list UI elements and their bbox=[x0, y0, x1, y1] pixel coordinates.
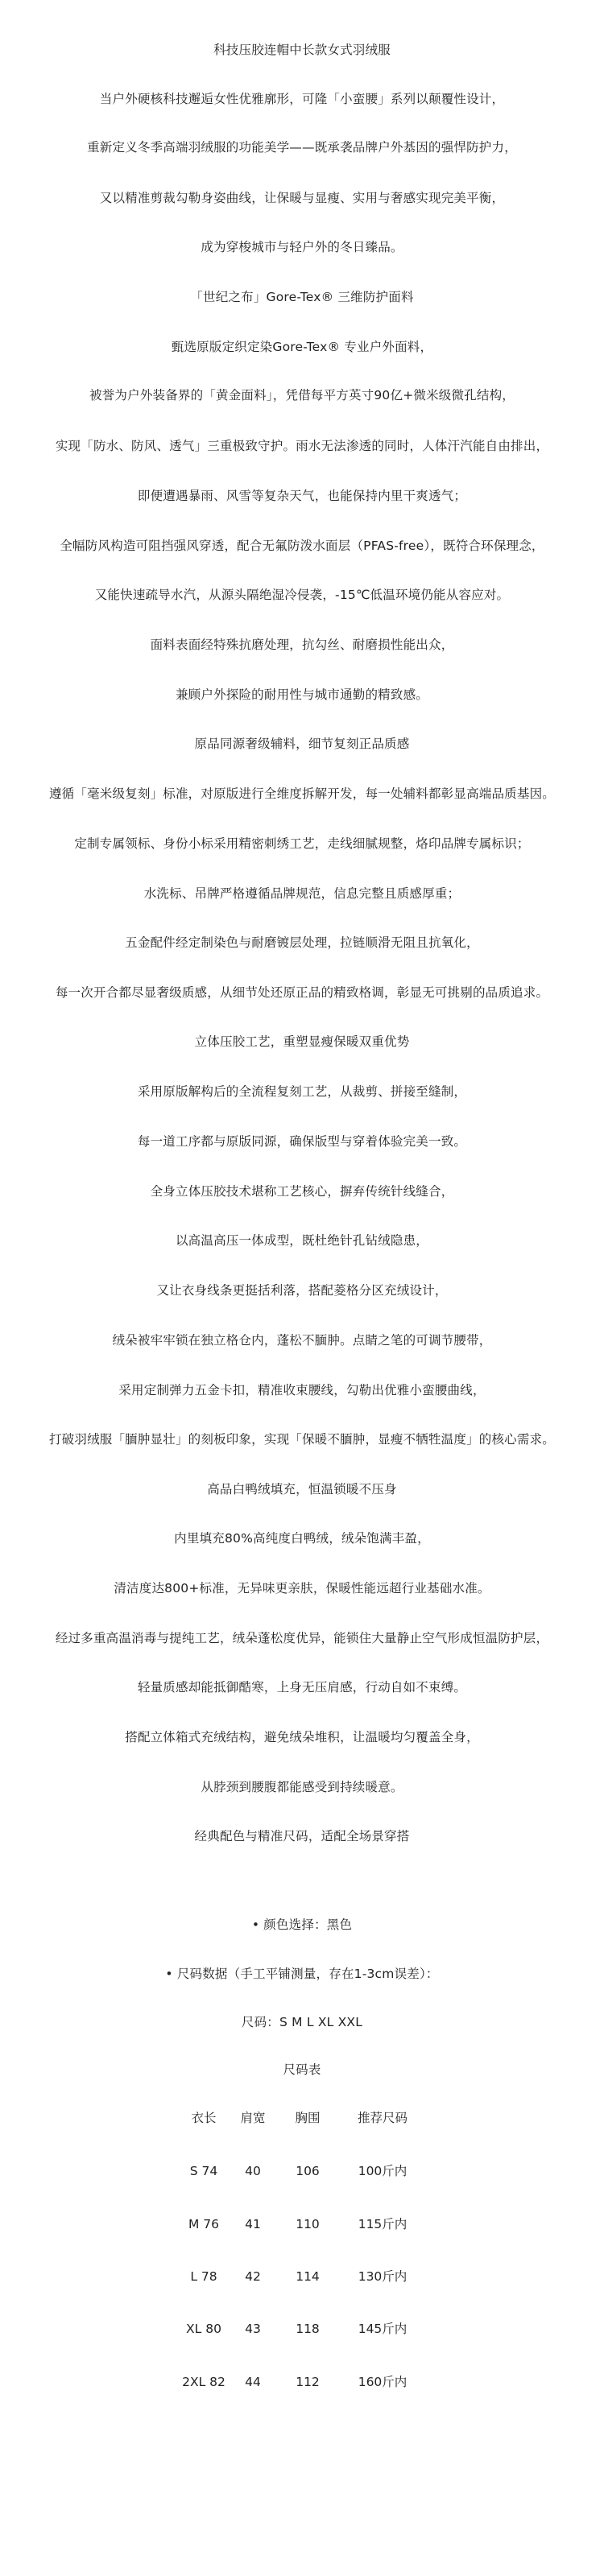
section-heading-down: 高品白鸭绒填充，恒温锁暖不压身 bbox=[207, 1482, 397, 1496]
down-line: 清洁度达800+标准，无异味更亲肤，保暖性能远超行业基础水准。 bbox=[114, 1581, 490, 1596]
header-length: 衣长 bbox=[191, 2111, 217, 2125]
section-heading-fabric: 「世纪之布」Gore-Tex® 三维防护面料 bbox=[190, 290, 414, 304]
size-length-cell: 2XL 82 bbox=[182, 2375, 225, 2389]
fabric-line: 即便遭遇暴雨、风雪等复杂天气，也能保持内里干爽透气； bbox=[137, 489, 467, 503]
craft-line: 打破羽绒服「腼肿显壮」的刻板印象，实现「保暖不腼肿，显瘦不牺牲温度」的核心需求。 bbox=[48, 1432, 555, 1447]
shoulder-cell: 42 bbox=[245, 2269, 261, 2284]
table-row bbox=[0, 2373, 604, 2391]
size-length-cell: XL 80 bbox=[186, 2322, 221, 2336]
fabric-line: 实现「防水、防风、透气」三重极致守护。雨水无法渗透的同时，人体汗汽能自由排出， bbox=[55, 439, 549, 453]
section-heading-craft: 立体压胶工艺，重塑显瘦保暖双重优势 bbox=[194, 1034, 410, 1049]
intro-line: 成为穿梭城市与轻户外的冬日臻品。 bbox=[201, 240, 403, 254]
accessories-line: 定制专属领标、身份小标采用精密刺绣工艺，走线细腻规整，烙印品牌专属标识； bbox=[74, 836, 530, 851]
chest-cell: 114 bbox=[296, 2269, 320, 2284]
craft-line: 绒朵被牢牢锁在独立格仓内，蓬松不腼肿。点睛之笔的可调节腰带， bbox=[112, 1333, 492, 1348]
fabric-line: 面料表面经特殊抗磨处理，抗勾丝、耐磨损性能出众， bbox=[150, 638, 454, 652]
fabric-line: 甄选原版定织定染Gore-Tex® 专业户外面料， bbox=[171, 340, 433, 354]
size-options: 尺码：S M L XL XXL bbox=[241, 2015, 363, 2029]
fabric-line: 兼顾户外探险的耐用性与城市通勤的精致感。 bbox=[175, 687, 428, 702]
down-line: 内里填充80%高纯度白鸭绒，绒朵饱满丰盈， bbox=[174, 1531, 430, 1546]
craft-line: 全身立体压胶技术堪称工艺核心，摒弃传统针线缝合， bbox=[150, 1184, 454, 1199]
size-length-cell: M 76 bbox=[188, 2217, 220, 2231]
table-row bbox=[0, 2268, 604, 2285]
recommended-cell: 130斤内 bbox=[358, 2269, 407, 2284]
chest-cell: 110 bbox=[296, 2217, 320, 2231]
craft-line: 每一道工序都与原版同源，确保版型与穿着体验完美一致。 bbox=[137, 1134, 467, 1149]
size-chart-title: 尺码表 bbox=[283, 2062, 321, 2077]
size-data-note: • 尺码数据（手工平铺测量，存在1-3cm误差）： bbox=[165, 1967, 439, 1981]
section-heading-accessories: 原品同源奢级辅料，细节复刻正品质感 bbox=[194, 737, 410, 751]
table-row bbox=[0, 2320, 604, 2338]
header-chest: 胸围 bbox=[295, 2111, 321, 2125]
intro-line: 当户外硬核科技邂逅女性优雅廓形，可隆「小蛮腰」系列以颠覆性设计， bbox=[99, 92, 505, 106]
size-length-cell: S 74 bbox=[189, 2164, 218, 2178]
shoulder-cell: 40 bbox=[245, 2164, 261, 2178]
shoulder-cell: 43 bbox=[245, 2322, 261, 2336]
intro-line: 重新定义冬季高端羽绒服的功能美学——既承袭品牌户外基因的强悍防护力， bbox=[87, 140, 517, 155]
craft-line: 采用定制弹力五金卡扣，精准收束腰线，勾勒出优雅小蛮腰曲线， bbox=[118, 1383, 486, 1397]
craft-line: 采用原版解构后的全流程复刻工艺，从裁剪、拼接至缝制， bbox=[137, 1084, 467, 1099]
craft-line: 以高温高压一体成型，既杜绝针孔钻绒隐患， bbox=[175, 1233, 428, 1248]
shoulder-cell: 44 bbox=[245, 2375, 261, 2389]
down-line: 从脖颈到腰腹都能感受到持续暖意。 bbox=[201, 1780, 403, 1794]
recommended-cell: 115斤内 bbox=[358, 2217, 407, 2231]
recommended-cell: 160斤内 bbox=[358, 2375, 407, 2389]
size-length-cell: L 78 bbox=[190, 2269, 217, 2284]
section-heading-sizing: 经典配色与精准尺码，适配全场景穿搭 bbox=[194, 1829, 410, 1843]
down-line: 轻量质感却能抵御酷寒，上身无压肩感，行动自如不束缚。 bbox=[137, 1680, 467, 1695]
header-recommended: 推荐尺码 bbox=[357, 2111, 407, 2125]
down-line: 搭配立体箱式充绒结构，避免绒朵堆积，让温暖均匀覆盖全身， bbox=[125, 1730, 479, 1744]
accessories-line: 五金配件经定制染色与耐磨镀层处理，拉链顺滑无阻且抗氧化， bbox=[125, 935, 479, 950]
size-table-header bbox=[0, 2109, 604, 2127]
shoulder-cell: 41 bbox=[245, 2217, 261, 2231]
fabric-line: 被誉为户外装备界的「黄金面料」，凭借每平方英寸90亿+微米级微孔结构， bbox=[89, 388, 515, 402]
craft-line: 又让衣身线条更挺括利落，搭配菱格分区充绒设计， bbox=[156, 1283, 448, 1298]
table-row bbox=[0, 2162, 604, 2180]
accessories-line: 遵循「毫米级复刻」标准，对原版进行全维度拆解开发，每一处辅料都彰显高端品质基因。 bbox=[48, 786, 555, 801]
header-shoulder: 肩宽 bbox=[240, 2111, 266, 2125]
color-option: • 颜色选择：黑色 bbox=[251, 1918, 353, 1932]
recommended-cell: 100斤内 bbox=[358, 2164, 407, 2178]
fabric-line: 全幅防风构造可阻挡强风穿透，配合无氟防泼水面层（PFAS-free），既符合环保理念， bbox=[60, 539, 544, 553]
accessories-line: 每一次开合都尽显奢级质感，从细节处还原正品的精致格调，彰显无可挑剔的品质追求。 bbox=[55, 985, 549, 1000]
accessories-line: 水洗标、吊牌严格遵循品牌规范，信息完整且质感厚重； bbox=[143, 886, 461, 901]
intro-line: 又以精准剪裁勾勒身姿曲线，让保暖与显瘦、实用与奢感实现完美平衡， bbox=[99, 191, 505, 205]
chest-cell: 118 bbox=[296, 2322, 320, 2336]
table-row bbox=[0, 2215, 604, 2233]
chest-cell: 106 bbox=[296, 2164, 320, 2178]
recommended-cell: 145斤内 bbox=[358, 2322, 407, 2336]
fabric-line: 又能快速疏导水汽，从源头隔绝湿冷侵袭，-15℃低温环境仍能从容应对。 bbox=[94, 588, 510, 602]
product-title: 科技压胶连帽中长款女式羽绒服 bbox=[213, 43, 391, 57]
chest-cell: 112 bbox=[296, 2375, 320, 2389]
down-line: 经过多重高温消毒与提纯工艺，绒朵蓬松度优异，能锁住大量静止空气形成恒温防护层， bbox=[55, 1631, 549, 1645]
